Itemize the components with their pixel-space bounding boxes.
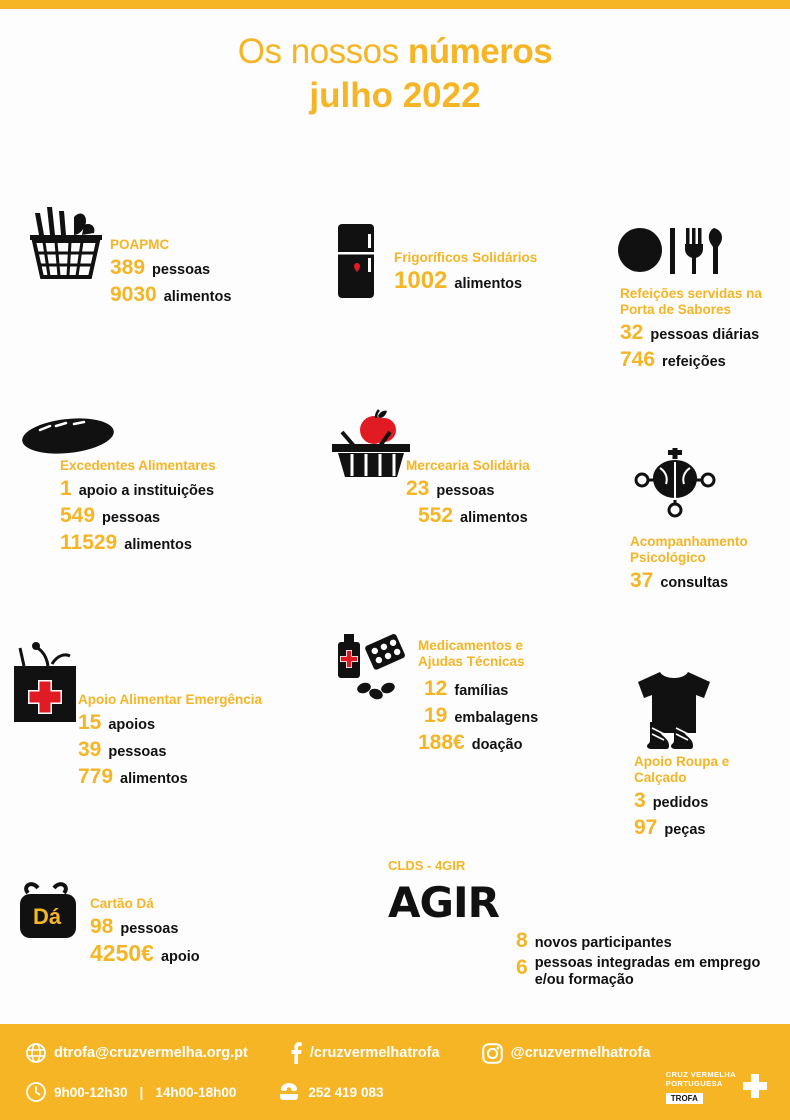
stat-number: 32 <box>620 321 644 344</box>
stat-number: 97 <box>634 816 658 839</box>
footer-contact-row <box>26 1042 650 1064</box>
tshirt-shoes-icon <box>630 668 730 755</box>
stat-unit: doação <box>471 737 523 753</box>
stat-label: Apoio Alimentar Emergência <box>78 692 263 707</box>
stat-number: 23 <box>406 477 430 500</box>
stat-number: 11529 <box>60 531 118 554</box>
stat-row <box>418 503 530 528</box>
stat-unit: pessoas <box>108 744 167 760</box>
title-subtitle: julho 2022 <box>309 76 481 115</box>
stat-label: Frigoríficos Solidários <box>394 250 538 265</box>
stat-unit: alimentos <box>460 510 528 526</box>
stat-unit: peças <box>664 822 706 838</box>
footer-facebook[interactable]: /cruzvermelhatrofa <box>309 1045 440 1061</box>
grocery-basket-icon <box>22 205 112 285</box>
stat-unit: refeições <box>662 354 726 370</box>
stat-row <box>110 255 231 280</box>
stat-unit: novos participantes <box>534 935 672 951</box>
stat-number: 98 <box>90 915 114 938</box>
stat-label: Cartão Dá <box>90 896 154 911</box>
stat-unit: embalagens <box>454 710 539 726</box>
footer-hours-divider: | <box>139 1084 144 1100</box>
stat-number: 12 <box>424 677 448 700</box>
stat-number: 389 <box>110 256 146 279</box>
stat-block-clds-4gir <box>388 858 778 988</box>
stat-row <box>406 476 530 501</box>
footer-email[interactable]: dtrofa@cruzvermelha.org.pt <box>54 1045 248 1061</box>
stat-number: 37 <box>630 569 654 592</box>
footer-hours-row <box>26 1082 383 1102</box>
stat-unit: pessoas integradas em emprego e/ou formação <box>534 955 761 988</box>
stat-label: Medicamentos e Ajudas Técnicas <box>418 638 525 669</box>
page-title <box>0 30 790 118</box>
footer-instagram[interactable]: @cruzvermelhatrofa <box>510 1045 651 1061</box>
stat-unit: consultas <box>660 575 729 591</box>
stat-number: 549 <box>60 504 96 527</box>
footer-phone: 252 419 083 <box>308 1084 384 1100</box>
stat-number: 15 <box>78 711 102 734</box>
stat-label: Apoio Roupa e Calçado <box>634 754 730 785</box>
agir-logo: AGIR <box>388 878 499 927</box>
stat-row <box>516 955 765 989</box>
brain-icon <box>630 448 720 531</box>
stat-unit: pessoas <box>436 483 495 499</box>
title-light-part: Os nossos <box>237 32 408 71</box>
stat-number: 1002 <box>394 267 448 294</box>
fridge-icon <box>330 222 384 305</box>
stat-row <box>424 676 568 701</box>
stat-row <box>634 788 784 813</box>
facebook-icon <box>290 1042 302 1064</box>
stat-number: 8 <box>516 929 528 952</box>
logo-line-2: PORTUGUESA <box>665 1079 723 1088</box>
stat-row <box>620 320 790 345</box>
logo-line-1: CRUZ VERMELHA <box>665 1070 736 1079</box>
stat-row <box>78 764 262 789</box>
medicine-icon <box>330 628 420 715</box>
stat-row <box>90 914 200 939</box>
stat-row <box>60 476 216 501</box>
footer-hours-afternoon: 14h00-18h00 <box>155 1084 237 1100</box>
stat-number: 552 <box>418 504 454 527</box>
plate-cutlery-icon <box>616 222 726 287</box>
stat-unit: pessoas <box>120 921 179 937</box>
shopping-basket-apple-icon <box>328 408 414 485</box>
stat-unit: apoios <box>108 717 156 733</box>
stat-row <box>110 282 231 307</box>
title-bold-part: números <box>407 32 553 71</box>
stat-number: 19 <box>424 704 448 727</box>
top-accent-bar <box>0 0 790 9</box>
stat-unit: alimentos <box>454 276 523 292</box>
stat-unit: famílias <box>454 683 509 699</box>
stat-number: 779 <box>78 765 114 788</box>
stat-number: 188€ <box>418 731 465 754</box>
stat-label: Excedentes Alimentares <box>60 458 216 473</box>
stat-number: 746 <box>620 348 656 371</box>
stat-label: Refeições servidas na Porta de Sabores <box>620 286 762 317</box>
stat-row <box>60 503 216 528</box>
stat-row <box>516 928 765 953</box>
stat-number: 3 <box>634 789 646 812</box>
stat-number: 6 <box>516 956 528 979</box>
food-bag-cross-icon <box>8 636 88 731</box>
stat-unit: pessoas diárias <box>650 327 760 343</box>
stat-row <box>620 347 790 372</box>
stat-number: 9030 <box>110 283 157 306</box>
phone-icon <box>278 1082 300 1102</box>
stat-row <box>424 703 568 728</box>
stat-row <box>418 730 568 755</box>
stat-row <box>78 710 262 735</box>
stat-row <box>60 530 216 555</box>
stat-row <box>90 941 200 967</box>
svg-text:Dá: Dá <box>32 904 62 929</box>
stat-row <box>634 815 784 840</box>
stat-unit: alimentos <box>124 537 192 553</box>
stat-unit: apoio a instituições <box>78 483 215 499</box>
stat-label: CLDS - 4GIR <box>388 858 466 873</box>
red-cross-icon <box>742 1073 768 1104</box>
stat-label: Acompanhamento Psicológico <box>630 534 748 565</box>
footer <box>0 1024 790 1120</box>
stat-label: POAPMC <box>110 237 170 252</box>
instagram-icon <box>482 1043 503 1064</box>
clock-icon <box>26 1082 46 1102</box>
stat-unit: alimentos <box>163 289 232 305</box>
footer-hours-morning: 9h00-12h30 <box>54 1084 128 1100</box>
stat-row <box>630 568 790 593</box>
cruz-vermelha-logo <box>666 1070 768 1106</box>
stat-unit: pedidos <box>652 795 709 811</box>
globe-icon <box>26 1043 46 1063</box>
stat-number: 4250€ <box>90 940 154 966</box>
stat-label: Mercearia Solidária <box>406 458 530 473</box>
stat-row <box>394 268 537 294</box>
stat-number: 1 <box>60 477 72 500</box>
stat-number: 39 <box>78 738 102 761</box>
stat-unit: alimentos <box>120 771 188 787</box>
stat-row <box>78 737 262 762</box>
stat-unit: pessoas <box>152 262 211 278</box>
gift-card-icon <box>14 880 86 949</box>
stat-unit: apoio <box>160 949 200 965</box>
stat-unit: pessoas <box>102 510 161 526</box>
logo-trofa-tag: TROFA <box>666 1093 703 1104</box>
